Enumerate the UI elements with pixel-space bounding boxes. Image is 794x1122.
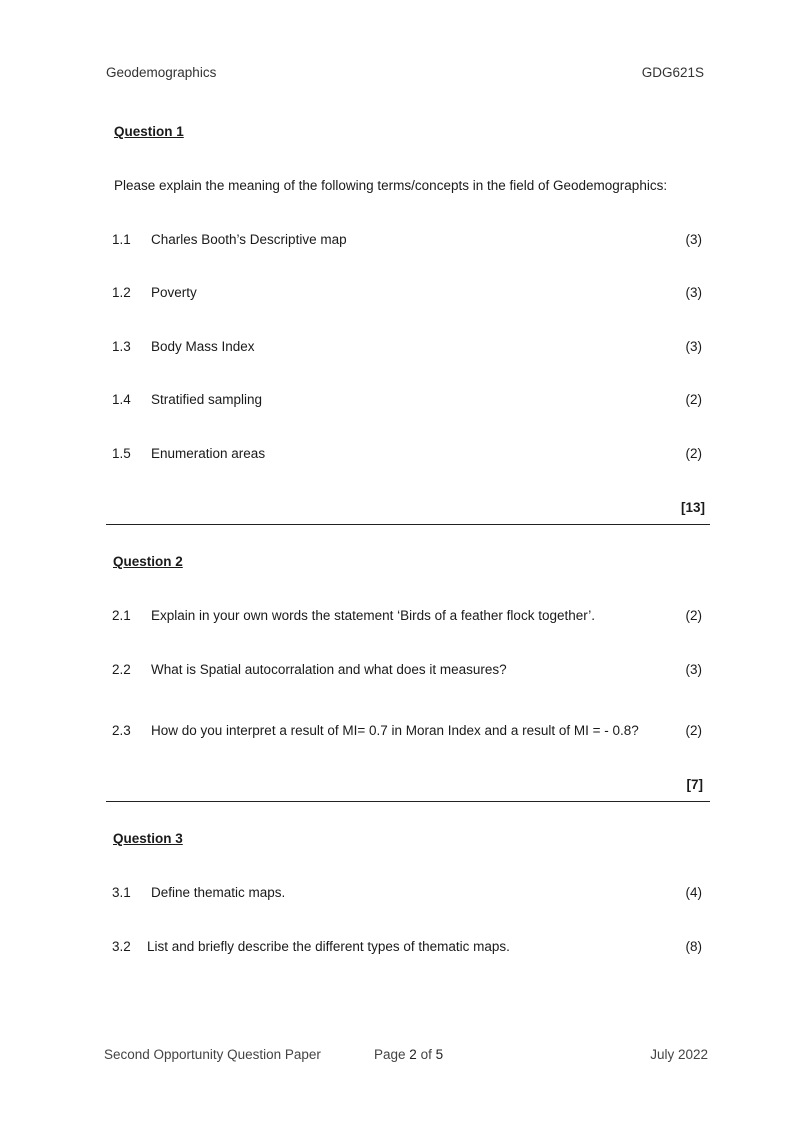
item-number: 1.4 (112, 392, 131, 407)
footer-paper-type: Second Opportunity Question Paper (104, 1047, 321, 1062)
item-text: How do you interpret a result of MI= 0.7 in Moran Index and a result of MI = - 0.8? (151, 723, 639, 738)
question-2-total: [7] (686, 777, 703, 792)
total-pages: 5 (435, 1047, 444, 1062)
course-code: GDG621S (641, 65, 704, 80)
item-text: Define thematic maps. (151, 885, 286, 900)
item-number: 3.1 (112, 885, 131, 900)
item-marks: (2) (685, 446, 702, 461)
current-page: 2 (409, 1047, 417, 1062)
item-text: What is Spatial autocorralation and what does it measures? (151, 662, 507, 677)
item-number: 3.2 (112, 939, 131, 954)
item-text: Poverty (151, 285, 197, 300)
item-marks: (3) (685, 662, 702, 677)
page-label: Page (374, 1047, 406, 1062)
footer-date: July 2022 (650, 1047, 708, 1062)
item-text: Body Mass Index (151, 339, 255, 354)
footer-page-number (374, 1047, 443, 1062)
item-number: 1.1 (112, 232, 131, 247)
item-number: 1.5 (112, 446, 131, 461)
section-divider (106, 801, 710, 802)
item-marks: (4) (685, 885, 702, 900)
item-number: 2.2 (112, 662, 131, 677)
question-1-title: Question 1 (114, 124, 184, 139)
item-marks: (2) (685, 608, 702, 623)
page-of-label: of (420, 1047, 432, 1062)
item-number: 1.3 (112, 339, 131, 354)
item-text: Enumeration areas (151, 446, 266, 461)
item-text: Stratified sampling (151, 392, 263, 407)
item-text: Explain in your own words the statement ‘Birds of a feather flock together’. (151, 608, 595, 623)
item-marks: (3) (685, 285, 702, 300)
item-number: 2.1 (112, 608, 131, 623)
item-marks: (8) (685, 939, 702, 954)
item-marks: (2) (685, 392, 702, 407)
section-divider (106, 524, 710, 525)
question-2-title: Question 2 (113, 554, 183, 569)
question-1-total: [13] (680, 500, 705, 515)
question-3-title: Question 3 (113, 831, 183, 846)
question-1-intro: Please explain the meaning of the following terms/concepts in the field of Geodemographics: (114, 178, 668, 193)
item-text: List and briefly describe the different types of thematic maps. (147, 939, 510, 954)
course-name: Geodemographics (106, 65, 217, 80)
item-text: Charles Booth’s Descriptive map (151, 232, 347, 247)
item-number: 2.3 (112, 723, 131, 738)
item-number: 1.2 (112, 285, 131, 300)
item-marks: (2) (685, 723, 702, 738)
item-marks: (3) (685, 232, 702, 247)
item-marks: (3) (685, 339, 702, 354)
